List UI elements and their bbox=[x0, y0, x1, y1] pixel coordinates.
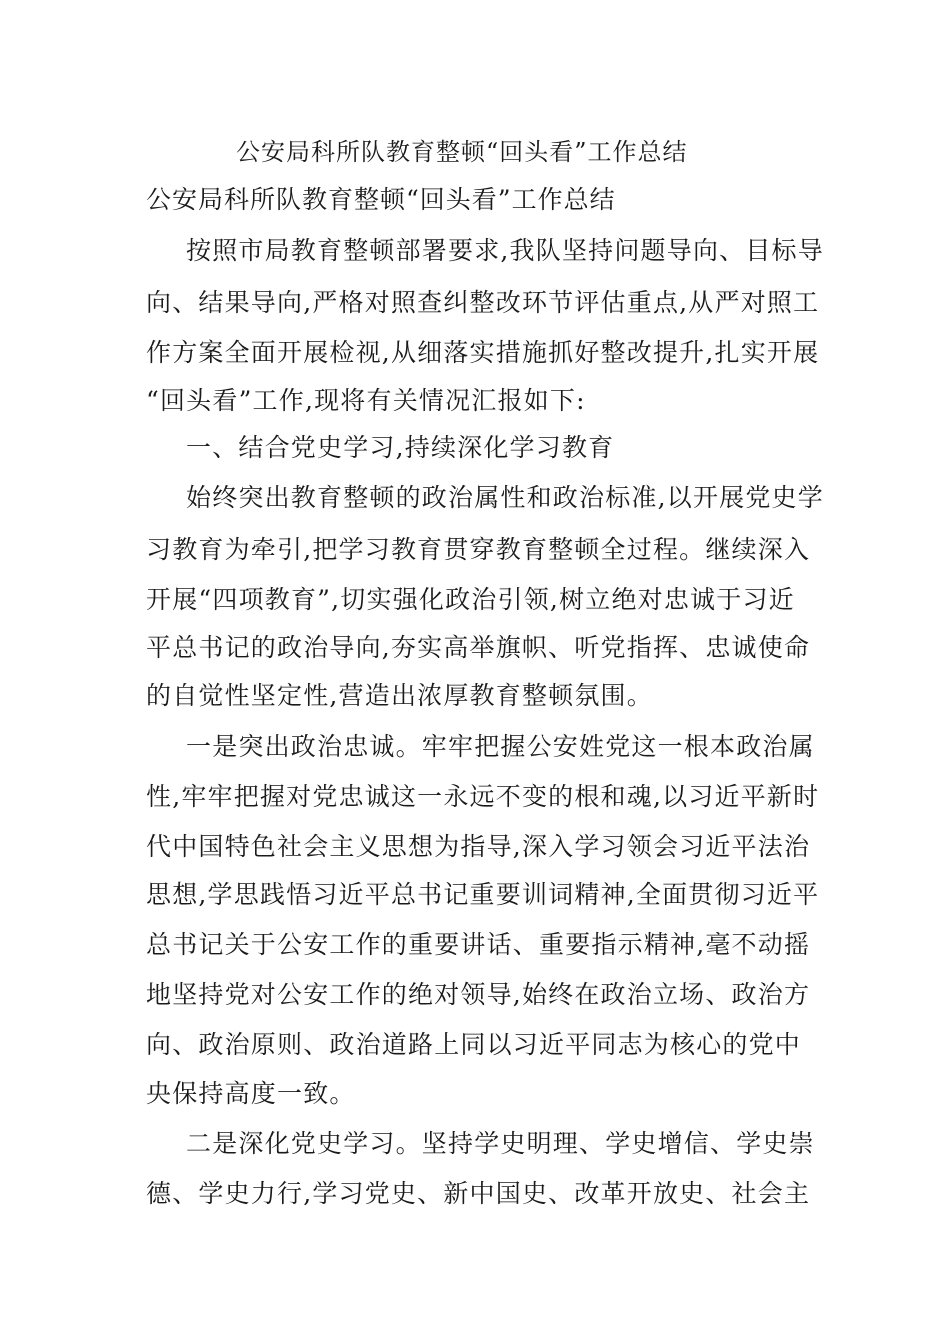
body-line: 的自觉性坚定性,营造出浓厚教育整顿氛围。 bbox=[146, 681, 653, 710]
body-line: 按照市局教育整顿部署要求,我队坚持问题导向、目标导 bbox=[186, 236, 824, 265]
body-line: 性,牢牢把握对党忠诚这一永远不变的根和魂,以习近平新时 bbox=[146, 782, 820, 811]
body-line: 向、政治原则、政治道路上同以习近平同志为核心的党中 bbox=[146, 1030, 802, 1059]
body-line: 习教育为牵引,把学习教育贯穿教育整顿全过程。继续深入 bbox=[146, 535, 811, 564]
section-heading: 一、结合党史学习,持续深化学习教育 bbox=[186, 433, 615, 462]
document-subtitle: 公安局科所队教育整顿“回头看”工作总结 bbox=[146, 185, 616, 214]
body-line: 二是深化党史学习。坚持学史明理、学史增信、学史崇 bbox=[186, 1129, 815, 1158]
body-line: 一是突出政治忠诚。牢牢把握公安姓党这一根本政治属 bbox=[186, 732, 815, 761]
body-line: 思想,学思践悟习近平总书记重要训词精神,全面贯彻习近平 bbox=[146, 880, 820, 909]
body-line: 地坚持党对公安工作的绝对领导,始终在政治立场、政治方 bbox=[146, 980, 811, 1009]
body-line: “回头看”工作,现将有关情况汇报如下: bbox=[146, 386, 586, 415]
body-line: 德、学史力行,学习党史、新中国史、改革开放史、社会主 bbox=[146, 1179, 811, 1208]
body-line: 代中国特色社会主义思想为指导,深入学习领会习近平法治 bbox=[146, 832, 811, 861]
body-line: 向、结果导向,严格对照查纠整改环节评估重点,从严对照工 bbox=[146, 288, 820, 317]
body-line: 开展“四项教育”,切实强化政治引领,树立绝对忠诚于习近 bbox=[146, 585, 795, 614]
body-line: 作方案全面开展检视,从细落实措施抓好整改提升,扎实开展 bbox=[146, 338, 820, 367]
body-line: 总书记关于公安工作的重要讲话、重要指示精神,毫不动摇 bbox=[146, 930, 811, 959]
document-title: 公安局科所队教育整顿“回头看”工作总结 bbox=[236, 138, 688, 166]
body-line: 平总书记的政治导向,夯实高举旗帜、听党指挥、忠诚使命 bbox=[146, 633, 811, 662]
body-line: 始终突出教育整顿的政治属性和政治标准,以开展党史学 bbox=[186, 483, 824, 512]
body-line: 央保持高度一致。 bbox=[146, 1079, 356, 1108]
